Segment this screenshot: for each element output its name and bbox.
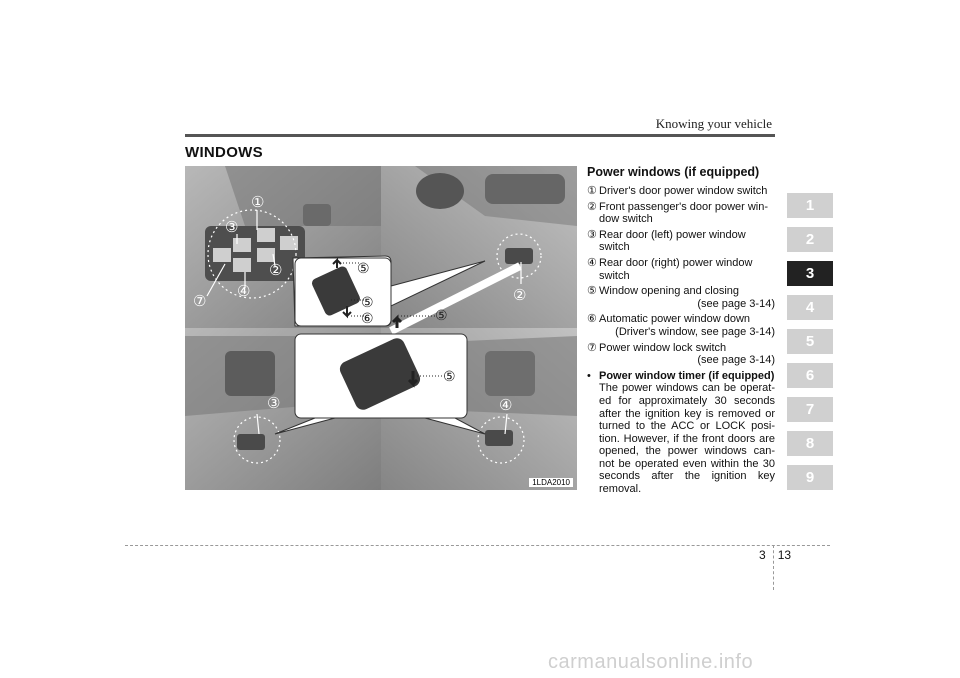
rear-left-handle	[225, 351, 275, 396]
list-item	[587, 313, 775, 338]
callout-3-rear: ③	[267, 395, 281, 412]
item-number: ①	[587, 185, 597, 197]
item-number: ⑦	[587, 341, 597, 354]
speaker	[416, 173, 464, 209]
text-column	[587, 165, 775, 496]
list-item	[587, 185, 775, 198]
chapter-tab-3[interactable]: 3	[787, 261, 833, 286]
chapter-tab-9[interactable]: 9	[787, 465, 833, 490]
item-list	[587, 185, 775, 367]
chapter-tab-4[interactable]: 4	[787, 295, 833, 320]
item-text: Driver's door power window switch	[599, 185, 768, 197]
door-switches-figure	[185, 166, 577, 490]
subsection-heading: Power windows (if equipped)	[587, 165, 760, 179]
item-number: ④	[587, 256, 597, 269]
chapter-tab-2[interactable]: 2	[787, 227, 833, 252]
callout-5-top-up: ⑤	[357, 260, 370, 276]
chapter-tab-6[interactable]: 6	[787, 363, 833, 388]
item-text: Automatic power window down	[599, 313, 751, 326]
chapter-tab-5[interactable]: 5	[787, 329, 833, 354]
item-ref: (see page 3-14)	[697, 354, 775, 367]
item-text: Power window lock switch	[599, 341, 727, 354]
callout-7: ⑦	[193, 293, 207, 310]
list-item	[587, 342, 775, 367]
figure-code: 1LDA2010	[529, 478, 573, 487]
list-item	[587, 201, 775, 226]
running-header: Knowing your vehicle	[655, 116, 772, 131]
page-index: 13	[777, 548, 792, 562]
page-chapter: 3	[759, 548, 766, 562]
item-text: Front passenger's door power win-dow switch	[599, 200, 769, 226]
callout-2-passenger: ②	[513, 287, 527, 304]
callout-4-front: ④	[237, 283, 251, 300]
callout-3-front: ③	[225, 219, 239, 236]
item-ref: (Driver's window, see page 3-14)	[615, 325, 775, 338]
chapter-tab-1[interactable]: 1	[787, 193, 833, 218]
page-number	[759, 548, 791, 562]
item-number: ②	[587, 200, 597, 213]
item-number: ⑥	[587, 313, 597, 326]
timer-note-title: Power window timer (if equipped)	[599, 369, 775, 382]
callout-4-rear: ④	[499, 397, 513, 414]
item-ref: (see page 3-14)	[697, 297, 775, 310]
header-rule	[185, 134, 775, 137]
footer-rule	[125, 545, 830, 546]
section-title: WINDOWS	[185, 144, 263, 161]
item-number: ⑤	[587, 285, 597, 298]
list-item	[587, 229, 775, 254]
list-item	[587, 285, 775, 310]
callout-1: ①	[251, 194, 265, 211]
bullet-dot: •	[587, 369, 591, 382]
chapter-tab-7[interactable]: 7	[787, 397, 833, 422]
callout-5-top-down: ⑤	[361, 294, 374, 310]
item-text: Rear door (left) power window switch	[599, 228, 746, 254]
list-item	[587, 257, 775, 282]
callout-5-bottom-down: ⑤	[443, 368, 456, 384]
timer-note-body: The power windows can be operat-ed for approximately 30 seconds after the ignition key is removed or turned to the ACC or LOCK posi-tion. However, if the front doors are opened, the power windows can-not be operated even within the 30 seconds after the ignition key removal.	[599, 382, 775, 496]
item-text: Window opening and closing	[599, 285, 740, 298]
callout-5-bottom-up: ⑤	[435, 307, 448, 323]
timer-note	[587, 370, 775, 496]
callout-2-front: ②	[269, 262, 283, 279]
chapter-tab-8[interactable]: 8	[787, 431, 833, 456]
callout-6: ⑥	[361, 310, 374, 326]
item-text: Rear door (right) power window switch	[599, 256, 753, 282]
chapter-tabs	[787, 193, 833, 499]
watermark: carmanualsonline.info	[548, 651, 754, 673]
door-illustration	[185, 166, 577, 490]
item-number: ③	[587, 228, 597, 241]
